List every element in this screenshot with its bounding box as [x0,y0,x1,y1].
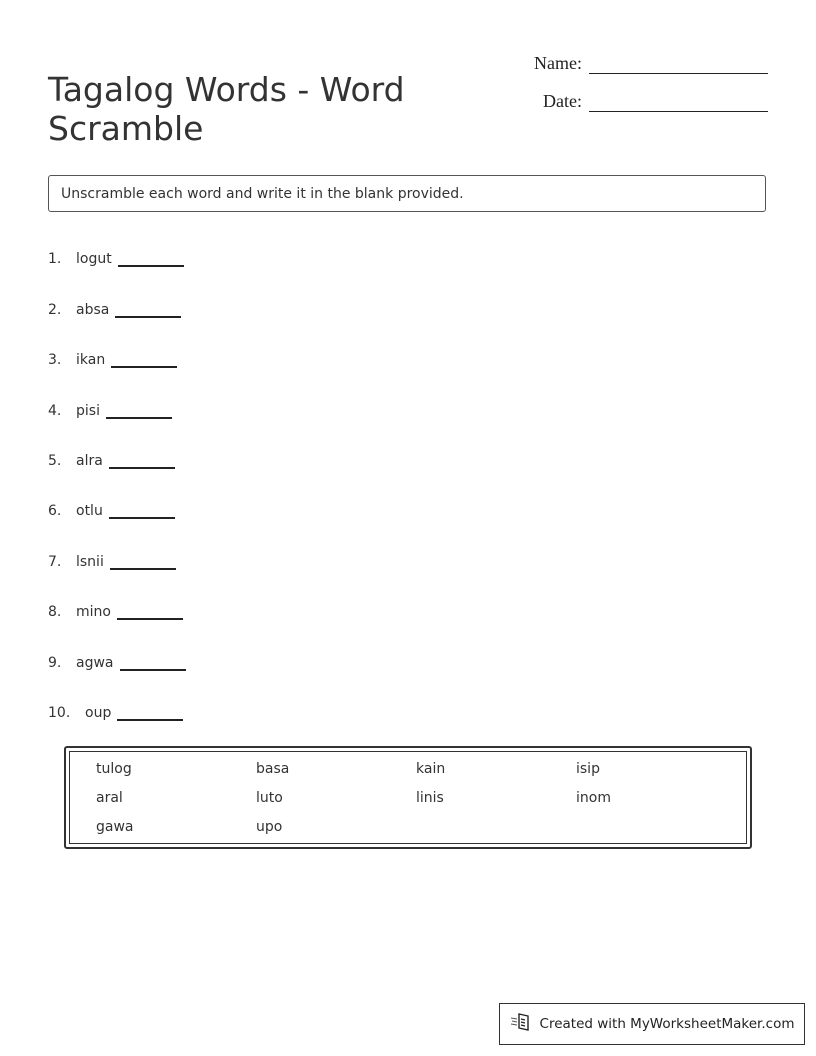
question-number: 6. [48,503,62,520]
question-number: 7. [48,553,62,570]
question-item [48,542,186,592]
question-item [48,240,186,290]
date-label: Date: [543,91,582,111]
word-bank-item: tulog [96,761,132,777]
answer-blank[interactable] [109,501,175,519]
question-item [48,694,186,744]
question-list [48,240,186,744]
page-title: Tagalog Words - Word Scramble [48,70,405,149]
word-bank-item: aral [96,790,123,806]
word-bank [64,746,752,849]
question-item [48,341,186,391]
question-item [48,391,186,441]
word-bank-item: linis [416,790,444,806]
scrambled-word: absa [76,301,110,318]
scrambled-word: logut [76,251,112,268]
date-line[interactable] [589,95,768,112]
worksheet-logo-icon [510,1012,540,1036]
question-number: 9. [48,654,62,671]
question-number: 5. [48,452,62,469]
instructions-box [48,175,766,212]
question-item [48,442,186,492]
scrambled-word: otlu [76,503,103,520]
answer-blank[interactable] [117,602,183,620]
word-bank-item: upo [256,819,283,835]
question-number: 4. [48,402,62,419]
date-field-row [543,91,768,112]
question-number: 10. [48,704,71,721]
name-label: Name: [534,53,582,73]
word-bank-item: inom [576,790,611,806]
question-item [48,492,186,542]
answer-blank[interactable] [115,300,181,318]
answer-blank[interactable] [106,401,172,419]
scrambled-word: pisi [76,402,100,419]
question-number: 1. [48,251,62,268]
scrambled-word: lsnii [76,553,104,570]
scrambled-word: ikan [76,352,106,369]
answer-blank[interactable] [110,552,176,570]
word-bank-item: basa [256,761,290,777]
answer-blank[interactable] [120,653,186,671]
answer-blank[interactable] [111,350,177,368]
question-number: 3. [48,352,62,369]
answer-blank[interactable] [118,249,184,267]
question-item [48,290,186,340]
word-bank-item: kain [416,761,446,777]
scrambled-word: mino [76,604,111,621]
answer-blank[interactable] [117,703,183,721]
footer-text: Created with MyWorksheetMaker.com [539,1016,795,1032]
scrambled-word: alra [76,452,103,469]
instructions-text: Unscramble each word and write it in the blank provided. [61,185,464,202]
scrambled-word: agwa [76,654,114,671]
question-item [48,593,186,643]
question-item [48,643,186,693]
question-number: 8. [48,604,62,621]
word-bank-grid [69,751,747,844]
name-field-row [534,53,768,74]
name-line[interactable] [589,57,768,74]
answer-blank[interactable] [109,451,175,469]
question-number: 2. [48,301,62,318]
scrambled-word: oup [85,704,112,721]
word-bank-item: isip [576,761,600,777]
word-bank-item: gawa [96,819,134,835]
footer-credit[interactable] [499,1003,805,1045]
word-bank-item: luto [256,790,283,806]
